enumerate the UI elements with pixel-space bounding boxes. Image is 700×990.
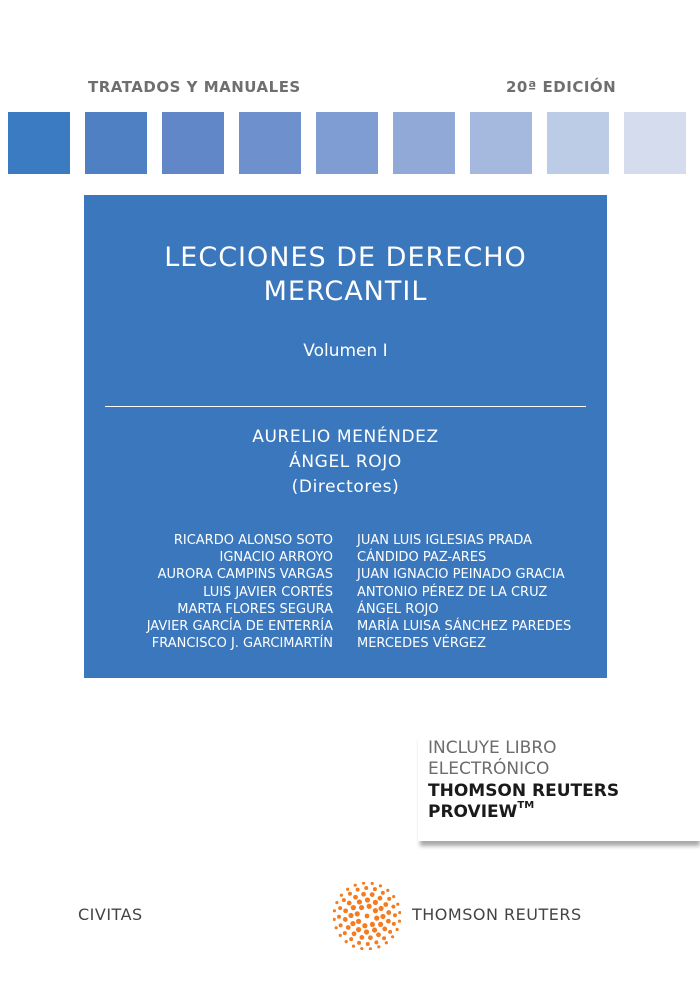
author-name: MARÍA LUISA SÁNCHEZ PAREDES bbox=[357, 619, 572, 635]
author-name: IGNACIO ARROYO bbox=[219, 550, 333, 566]
directors-label: (Directores) bbox=[291, 477, 400, 497]
publisher-name: THOMSON REUTERS bbox=[412, 905, 582, 924]
director-name: AURELIO MENÉNDEZ bbox=[252, 427, 439, 447]
author-name: MERCEDES VÉRGEZ bbox=[357, 636, 487, 652]
book-title-line-2: MERCANTIL bbox=[263, 276, 428, 307]
author-name: JUAN IGNACIO PEINADO GRACIA bbox=[357, 567, 565, 583]
color-square bbox=[624, 112, 686, 174]
author-name: ÁNGEL ROJO bbox=[357, 601, 439, 617]
cover-panel bbox=[84, 195, 607, 678]
trademark-mark: TM bbox=[517, 800, 535, 811]
edition-label: 20ª EDICIÓN bbox=[506, 78, 617, 96]
author-name: MARTA FLORES SEGURA bbox=[177, 601, 333, 617]
color-square bbox=[8, 112, 70, 174]
author-name: JUAN LUIS IGLESIAS PRADA bbox=[357, 533, 533, 548]
divider-rule bbox=[105, 406, 586, 407]
director-name: ÁNGEL ROJO bbox=[289, 452, 402, 472]
color-square bbox=[239, 112, 301, 174]
color-square bbox=[393, 112, 455, 174]
color-square bbox=[85, 112, 147, 174]
authors-left-column bbox=[147, 532, 333, 652]
author-name: ANTONIO PÉREZ DE LA CRUZ bbox=[357, 584, 548, 600]
ebook-line-4 bbox=[428, 802, 534, 822]
author-name: CÁNDIDO PAZ-ARES bbox=[357, 550, 487, 566]
ebook-line-2: ELECTRÓNICO bbox=[428, 759, 550, 779]
author-name: JAVIER GARCÍA DE ENTERRÍA bbox=[146, 619, 333, 635]
ebook-line-3: THOMSON REUTERS bbox=[428, 781, 620, 801]
color-square bbox=[470, 112, 532, 174]
color-square bbox=[162, 112, 224, 174]
book-title bbox=[84, 241, 607, 309]
proview-label: PROVIEW bbox=[428, 802, 518, 822]
authors-right-column bbox=[357, 532, 571, 652]
imprint-name: CIVITAS bbox=[78, 905, 143, 924]
ebook-line-1: INCLUYE LIBRO bbox=[428, 738, 557, 758]
ebook-badge bbox=[418, 731, 700, 841]
author-name: LUIS JAVIER CORTÉS bbox=[203, 584, 333, 600]
color-square bbox=[547, 112, 609, 174]
directors-block bbox=[84, 425, 607, 500]
thomson-reuters-logo-icon bbox=[333, 882, 401, 950]
author-name: RICARDO ALONSO SOTO bbox=[173, 533, 333, 548]
color-square bbox=[316, 112, 378, 174]
author-name: FRANCISCO J. GARCIMARTÍN bbox=[151, 636, 333, 652]
series-name: TRATADOS Y MANUALES bbox=[88, 78, 301, 96]
color-square-band bbox=[8, 112, 700, 174]
volume-label: Volumen I bbox=[303, 341, 388, 361]
author-name: AURORA CAMPINS VARGAS bbox=[157, 567, 333, 583]
book-title-line-1: LECCIONES DE DERECHO bbox=[164, 242, 527, 273]
